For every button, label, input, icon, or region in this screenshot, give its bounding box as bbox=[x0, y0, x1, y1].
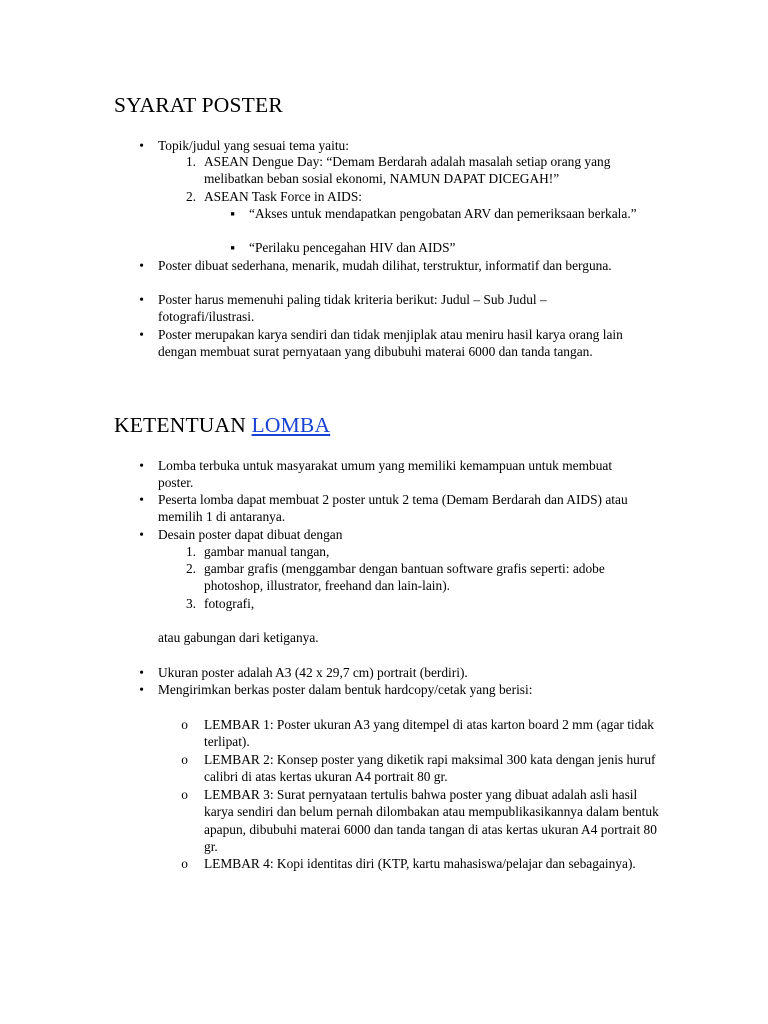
list-number: 2. bbox=[185, 561, 196, 576]
section-title-text: KETENTUAN bbox=[114, 413, 246, 437]
list-item: • Peserta lomba dapat membuat 2 poster untuk 2 tema (Demam Berdarah dan AIDS) atau memilih 1 di antaranya. bbox=[158, 491, 663, 526]
square-bullet-icon bbox=[225, 239, 235, 256]
bullet-icon bbox=[134, 257, 144, 274]
list-item: ▪ “Perilaku pencegahan HIV dan AIDS” bbox=[249, 239, 649, 256]
circle-bullet-icon bbox=[178, 855, 188, 872]
lomba-link[interactable]: LOMBA bbox=[251, 413, 331, 437]
list-item: 1. gambar manual tangan, bbox=[204, 543, 664, 560]
list-number: 3. bbox=[185, 596, 196, 611]
bullet-icon bbox=[134, 491, 144, 508]
list-item: • Ukuran poster adalah A3 (42 x 29,7 cm) portrait (berdiri). bbox=[158, 664, 663, 681]
circle-bullet-icon bbox=[178, 751, 188, 768]
bullet-icon bbox=[134, 681, 144, 698]
bullet-icon bbox=[134, 137, 144, 154]
bullet-icon bbox=[134, 664, 144, 681]
list-item: • Mengirimkan berkas poster dalam bentuk hardcopy/cetak yang berisi: bbox=[158, 681, 663, 698]
list-item: o LEMBAR 2: Konsep poster yang diketik rapi maksimal 300 kata dengan jenis huruf calibri di atas kertas ukuran A4 portrait 80 gr. bbox=[204, 751, 659, 786]
list-item: 3. fotografi, bbox=[204, 595, 664, 612]
list-number: 2. bbox=[185, 189, 196, 204]
list-item-plain: atau gabungan dari ketiganya. bbox=[158, 630, 319, 645]
bullet-icon bbox=[134, 326, 144, 343]
list-item: 2. ASEAN Task Force in AIDS: bbox=[204, 188, 664, 205]
square-bullet-icon bbox=[225, 205, 235, 222]
bullet-icon bbox=[134, 457, 144, 474]
list-item: • Lomba terbuka untuk masyarakat umum yang memiliki kemampuan untuk membuat poster. bbox=[158, 457, 618, 492]
circle-bullet-icon bbox=[178, 716, 188, 733]
list-number: 1. bbox=[185, 154, 196, 169]
section-title-ketentuan-lomba bbox=[114, 412, 330, 438]
list-item: 2. gambar grafis (menggambar dengan bantuan software grafis seperti: adobe photoshop, illustrator, freehand dan lain-lain). bbox=[204, 560, 664, 595]
list-number: 1. bbox=[185, 544, 196, 559]
circle-bullet-icon bbox=[178, 786, 188, 803]
list-item: • Poster dibuat sederhana, menarik, mudah dilihat, terstruktur, informatif dan berguna. bbox=[158, 257, 620, 274]
list-item: ▪ “Akses untuk mendapatkan pengobatan ARV dan pemeriksaan berkala.” bbox=[249, 205, 649, 222]
list-item: o LEMBAR 3: Surat pernyataan tertulis bahwa poster yang dibuat adalah asli hasil karya sendiri dan belum pernah dilombakan atau mempublikasikannya dalam bentuk apapun, dibubuhi materai 6000 dan tanda tangan di atas kertas ukuran A4 portrait 80 gr. bbox=[204, 786, 659, 855]
list-item: • Poster merupakan karya sendiri dan tidak menjiplak atau meniru hasil karya orang lain dengan membuat surat pernyataan yang dibubuhi materai 6000 dan tanda tangan. bbox=[158, 326, 663, 361]
bullet-icon bbox=[134, 291, 144, 308]
list-item: • Desain poster dapat dibuat dengan bbox=[158, 526, 663, 543]
list-item: 1. ASEAN Dengue Day: “Demam Berdarah adalah masalah setiap orang yang melibatkan beban sosial ekonomi, NAMUN DAPAT DICEGAH!” bbox=[204, 153, 664, 188]
list-item: o LEMBAR 1: Poster ukuran A3 yang ditempel di atas karton board 2 mm (agar tidak terlipat). bbox=[204, 716, 659, 751]
section-title-syarat-poster: SYARAT POSTER bbox=[114, 93, 283, 117]
list-item: o LEMBAR 4: Kopi identitas diri (KTP, kartu mahasiswa/pelajar dan sebagainya). bbox=[204, 855, 659, 872]
list-item: • Topik/judul yang sesuai tema yaitu: bbox=[158, 137, 678, 154]
bullet-icon bbox=[134, 526, 144, 543]
list-item: • Poster harus memenuhi paling tidak kriteria berikut: Judul – Sub Judul – fotografi/ilustrasi. bbox=[158, 291, 620, 326]
